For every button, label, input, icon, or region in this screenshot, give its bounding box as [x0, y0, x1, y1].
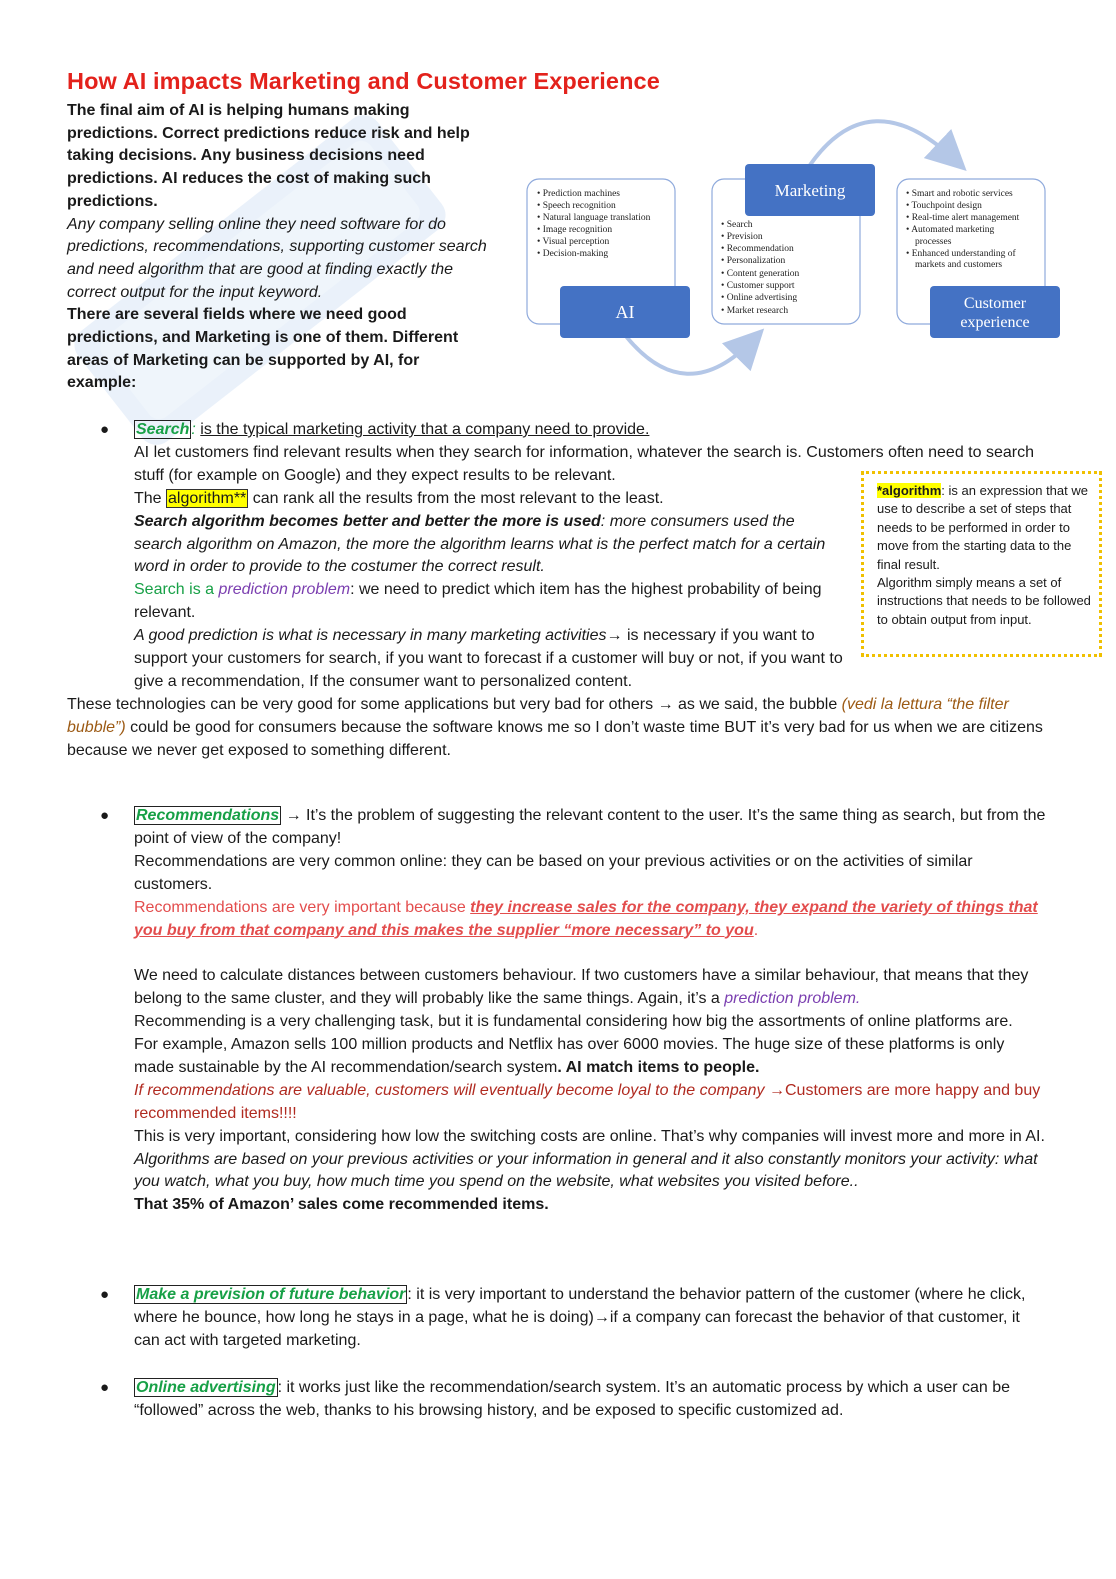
search-heading: is the typical marketing activity that a company need to provide. [200, 421, 650, 438]
page-title: How AI impacts Marketing and Customer Experience [67, 68, 660, 94]
rec-p1: It’s the problem of suggesting the relevant content to the user. It’s the same thing as search, but from the point of view of the company! [134, 807, 1046, 847]
search-p6: These technologies can be very good for some applications but very bad for others → as we said, the bubble (vedi la lettura “the filter bubble”) could be good for consumers because the software knows me so I don’t waste time BUT it’s very bad for us when we are citizens because we never get exposed to something different. [67, 695, 1043, 759]
cx-label-line2: experience [960, 314, 1030, 331]
marketing-item: • Customer support [721, 281, 795, 291]
arrow-right-icon: → [593, 1308, 610, 1326]
arrow-right-icon: → [768, 1081, 785, 1099]
intro-paragraph [67, 100, 487, 395]
recommendations-bullet [67, 805, 1047, 1217]
ai-item: • Speech recognition [537, 201, 616, 211]
rec-p10: That 35% of Amazon’ sales come recommended items. [134, 1196, 549, 1214]
rec-p8: This is very important, considering how low the switching costs are online. That’s why companies will invest more and more in AI. [134, 1127, 1045, 1145]
rec-p3: Recommendations are very important because they increase sales for the company, they expand the variety of things that you buy from that company and this makes the supplier “more necessary” to you. [134, 898, 1038, 939]
advertising-bullet: ● Online advertising : it works just like the recommendation/search system. It’s an automatic process by which a user can be “followed” across the web, thanks to his browsing history, and be exposed to specific customized ad. [100, 1379, 1011, 1419]
marketing-item: • Prevision [721, 232, 763, 242]
search-p4: Search is a prediction problem: we need to predict which item has the highest probability of being relevant. [134, 581, 822, 622]
marketing-item: • Market research [721, 306, 789, 316]
recommendations-label: Recommendations [136, 807, 280, 824]
ai-item: • Decision-making [537, 249, 609, 259]
prevision-label: Make a prevision of future behavior [136, 1286, 406, 1303]
ai-item: • Visual perception [537, 237, 610, 247]
arrow-right-icon: → [606, 627, 623, 645]
marketing-item: • Recommendation [721, 244, 794, 254]
rec-p2: Recommendations are very common online: they can be based on your previous activities or on the activities of similar customers. [134, 852, 973, 893]
bullet-icon: ● [100, 1286, 110, 1303]
note-term: *algorithm [877, 483, 942, 498]
cx-item: markets and customers [915, 260, 1003, 270]
arrow-marketing-to-cx [810, 121, 955, 165]
algorithm-term: algorithm** [168, 489, 247, 507]
marketing-item: • Content generation [721, 269, 800, 279]
rec-p4: We need to calculate distances between customers behaviour. If two customers have a similar behaviour, that means that they belong to the same cluster, and they will probably like the same things. Again, it’s a prediction problem. [134, 967, 1029, 1008]
intro-bold-2: There are several fields where we need good predictions, and Marketing is one of them. Different areas of Marketing can be supported by AI, for example: [67, 306, 459, 392]
search-p3: Search algorithm becomes better and better the more is used: more consumers used the search algorithm on Amazon, the more the algorithm learns what is the perfect match for a certain word in order to provide to the costumer the correct result. [134, 512, 826, 576]
recommendations-section [67, 805, 1047, 1217]
cx-item: processes [915, 237, 952, 247]
marketing-item: • Personalization [721, 256, 786, 266]
note-text-2: Algorithm simply means a set of instructions that needs to be followed to obtain output from input. [877, 575, 1091, 627]
cx-item: • Smart and robotic services [906, 189, 1013, 199]
bullet-icon: ● [100, 807, 110, 824]
intro-italic: Any company selling online they need software for do predictions, recommendations, supporting customer search and need algorithm that are good at finding exactly the correct output for the input keyword. [67, 215, 487, 301]
intro-bold-1: The final aim of AI is helping humans making predictions. Correct predictions reduce risk and help taking decisions. Any business decisions need predictions. AI reduces the cost of making such predictions. [67, 102, 470, 210]
advertising-label: Online advertising [136, 1379, 276, 1396]
search-section [67, 419, 1047, 763]
rec-p9: Algorithms are based on your previous activities or your information in general and it also constantly monitors your activity: what you watch, what you buy, how much time you spend on the website, what websites you visited before.. [134, 1150, 1038, 1191]
advertising-section [67, 1377, 1047, 1423]
marketing-item: • Online advertising [721, 293, 798, 303]
ai-item: • Prediction machines [537, 189, 621, 199]
search-label: Search [136, 421, 190, 438]
marketing-label: Marketing [774, 181, 846, 200]
search-bullet [67, 419, 1047, 694]
cx-label-line1: Customer [963, 295, 1027, 312]
prevision-bullet: ● Make a prevision of future behavior : it is very important to understand the behavior pattern of the customer (where he click, where he bounce, how long he stays in a page, what he is doing)→if a company can forecast the behavior of that customer, it can act with targeted marketing. [100, 1286, 1026, 1349]
ai-label: AI [615, 302, 635, 322]
search-p1: AI let customers find relevant results when they search for information, whatever the search is. Customers often need to search stuff (for example on Google) and they expect results to be relevant. [134, 443, 1034, 484]
arrow-right-icon: → [657, 695, 674, 713]
ai-item: • Image recognition [537, 225, 613, 235]
rec-p5: Recommending is a very challenging task, but it is fundamental considering how big the assortments of online platforms are. [134, 1013, 1013, 1031]
rec-p7: If recommendations are valuable, customers will eventually become loyal to the company →Customers are more happy and buy recommended items!!!! [134, 1081, 1041, 1122]
ai-marketing-cx-diagram [520, 110, 1080, 385]
bullet-icon: ● [100, 421, 110, 438]
arrow-right-icon: → [281, 807, 307, 824]
search-colon: : [191, 421, 196, 438]
ai-item: • Natural language translation [537, 213, 651, 223]
rec-p6: For example, Amazon sells 100 million products and Netflix has over 6000 movies. The huge size of these platforms is only made sustainable by the AI recommendation/search system. AI match items to people. [134, 1036, 1005, 1076]
search-p2: The algorithm** can rank all the results from the most relevant to the least. [134, 489, 664, 507]
search-p5: A good prediction is what is necessary in many marketing activities→ is necessary if you want to support your customers for search, if you want to forecast if a customer will buy or not, if you want to give a recommendation, If the consumer want to personalized content. [134, 627, 843, 690]
cx-item: • Enhanced understanding of [906, 249, 1016, 259]
note-text-1: : is an expression that we use to describe a set of steps that needs to be performed in order to move from the starting data to the final result. [877, 483, 1088, 572]
cx-item: • Real-time alert management [906, 213, 1020, 223]
marketing-item: • Search [721, 220, 753, 230]
arrow-ai-to-marketing [625, 335, 753, 374]
cx-item: • Touchpoint design [906, 201, 982, 211]
cx-item: • Automated marketing [906, 225, 995, 235]
bullet-icon: ● [100, 1379, 110, 1396]
prevision-section [67, 1284, 1047, 1353]
